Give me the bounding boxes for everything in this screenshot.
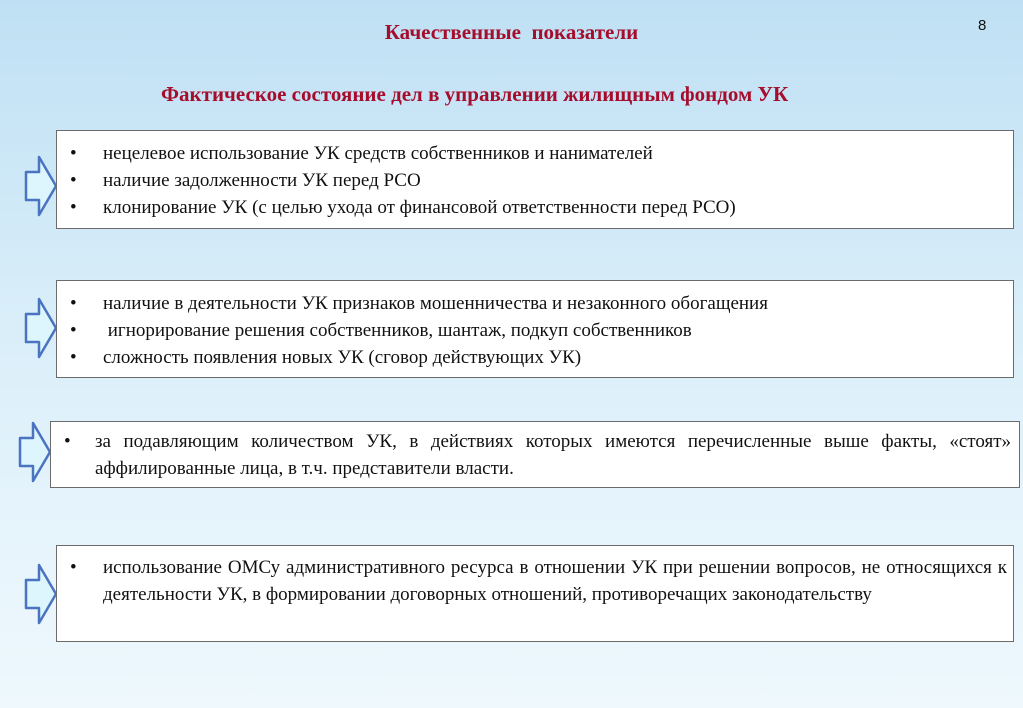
list-item: • наличие задолженности УК перед РСО: [57, 167, 1013, 194]
list-item: • нецелевое использование УК средств собственников и нанимателей: [57, 140, 1013, 167]
bullet-box-1: [56, 130, 1014, 229]
list-item: • клонирование УК (с целью ухода от финансовой ответственности перед РСО): [57, 194, 1013, 221]
right-arrow-icon: [24, 155, 58, 217]
list-item: • использование ОМСу административного ресурса в отношении УК при решении вопросов, не относящихся к деятельности УК, в формировании договорных отношений, противоречащих законодательству: [57, 554, 1007, 608]
bullet-box-2: [56, 280, 1014, 378]
slide-title: Качественные показатели: [384, 20, 639, 44]
right-arrow-icon: [18, 421, 52, 483]
slide-subtitle: Фактическое состояние дел в управлении жилищным фондом УК: [161, 82, 789, 106]
list-item: • сложность появления новых УК (сговор действующих УК): [57, 344, 1013, 371]
page-number: 8: [978, 17, 987, 34]
right-arrow-icon: [24, 563, 58, 625]
bullet-box-4: [56, 545, 1014, 642]
list-item: • игнорирование решения собственников, шантаж, подкуп собственников: [57, 317, 1013, 344]
list-item: • за подавляющим количеством УК, в действиях которых имеются перечисленные выше факты, «стоят» аффилированные лица, в т.ч. представители власти.: [51, 428, 1011, 482]
bullet-box-3: [50, 421, 1020, 488]
list-item: • наличие в деятельности УК признаков мошенничества и незаконного обогащения: [57, 290, 1013, 317]
right-arrow-icon: [24, 297, 58, 359]
